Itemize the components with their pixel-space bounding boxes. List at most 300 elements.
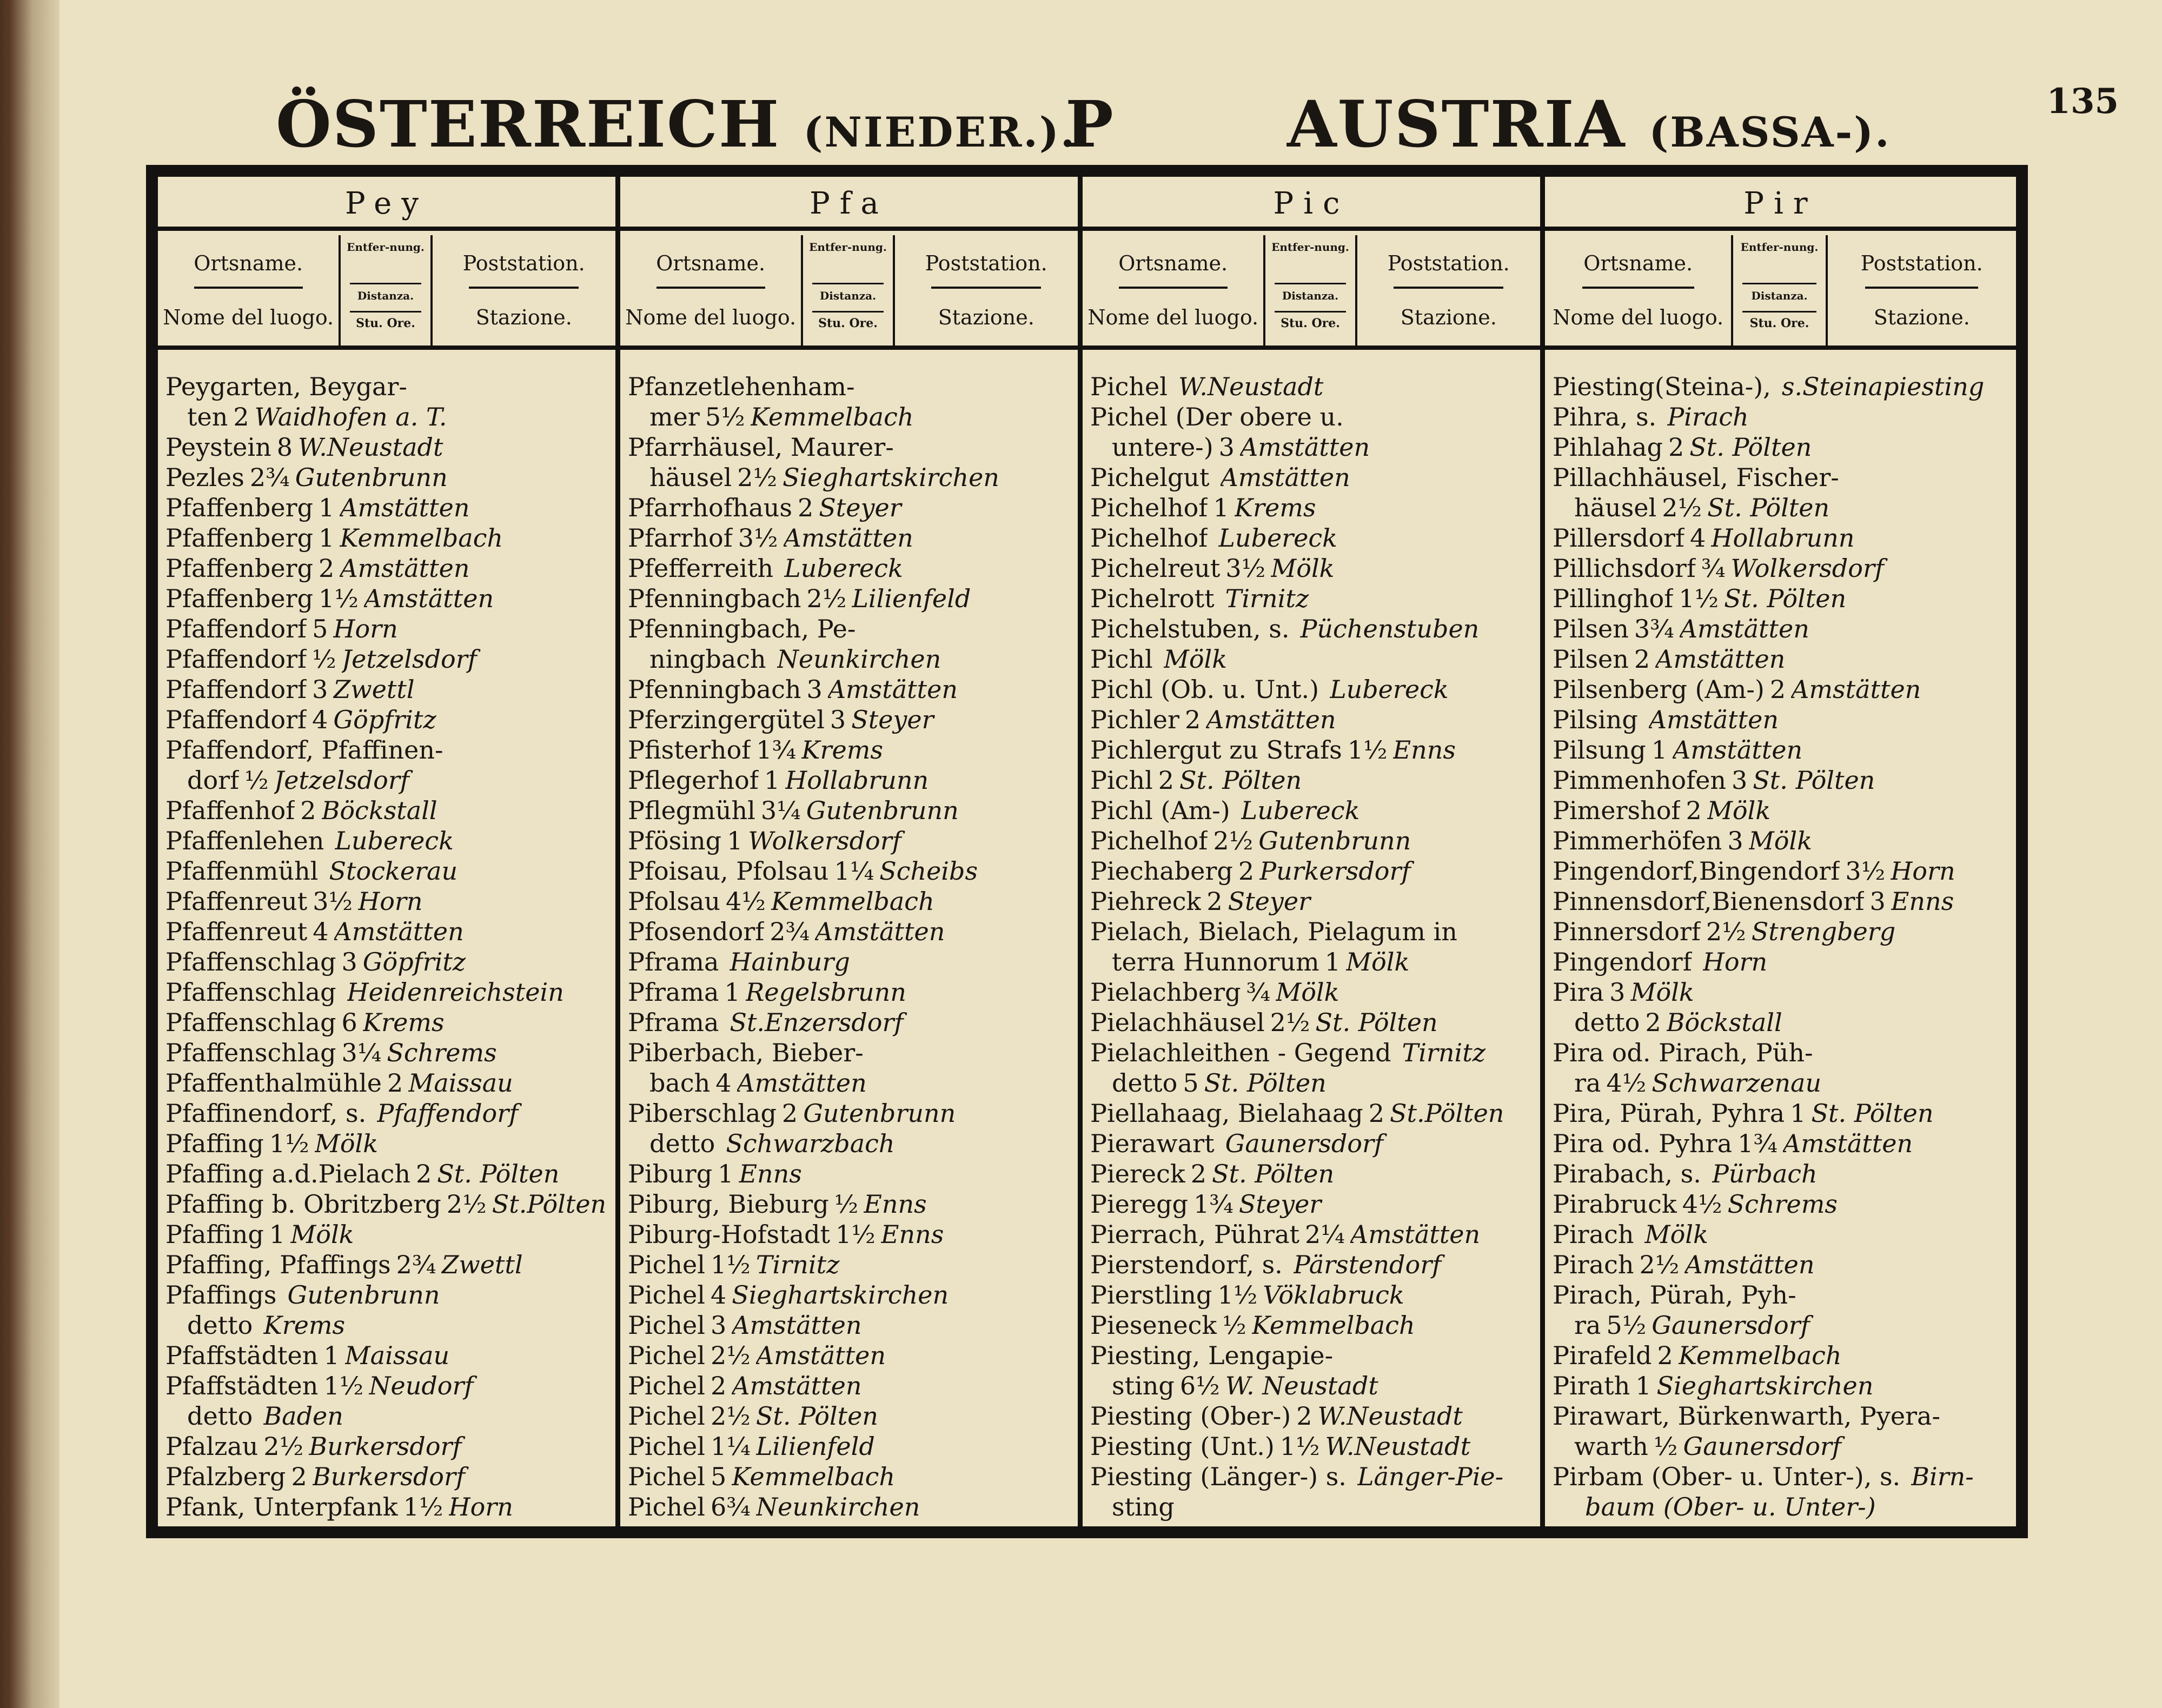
entry-row	[1090, 856, 1533, 886]
post-station: s.Steinapiesting	[1781, 372, 1985, 401]
place-name: Pilsen	[1553, 614, 1629, 643]
entry-list	[158, 371, 615, 1522]
post-station: Amstätten	[732, 1371, 862, 1400]
place-name: Pilsenberg (Am-)	[1553, 675, 1765, 704]
place-name: Pichel	[628, 1341, 705, 1370]
entry-row	[1090, 553, 1533, 583]
entry-row	[1553, 735, 2008, 765]
place-name: Pframa	[628, 947, 719, 976]
post-station: Enns	[880, 1220, 944, 1249]
place-name: Pichelstuben, s.	[1090, 614, 1290, 643]
place-name: mer	[649, 402, 700, 431]
place-name: Pielachleithen - Gegend	[1090, 1038, 1391, 1067]
entry-row	[1090, 1461, 1533, 1492]
entry-row	[1553, 1128, 2008, 1159]
distance: 3	[1731, 766, 1748, 795]
place-name: Pierstendorf, s.	[1090, 1250, 1283, 1279]
subheader-rule	[812, 311, 884, 313]
entry-row	[1090, 886, 1533, 916]
post-station: St. Pölten	[1707, 493, 1830, 522]
label-stu-ore: Stu. Ore.	[1281, 316, 1340, 330]
post-station: St. Pölten	[1811, 1099, 1934, 1128]
distance: 1½	[835, 1220, 876, 1249]
place-name: Pimershof	[1553, 796, 1681, 825]
distance: 1¾	[1737, 1129, 1778, 1158]
post-station: Amstätten	[1684, 1250, 1815, 1279]
distance: 2	[387, 1068, 403, 1098]
entry-row	[1090, 916, 1533, 947]
post-station: Maissau	[344, 1341, 450, 1370]
entry-row	[1553, 553, 2008, 583]
place-name: Piesting (Ober-)	[1090, 1401, 1291, 1431]
post-station: Horn	[358, 887, 423, 916]
post-station: Kemmelbach	[1678, 1341, 1842, 1370]
distance: 1	[1635, 1371, 1652, 1400]
entry-row	[628, 1068, 1070, 1098]
column-subheader	[158, 235, 615, 350]
post-station: Pärstendorf	[1293, 1250, 1442, 1279]
label-stazione: Stazione.	[1873, 305, 1970, 329]
entry-row	[165, 1128, 608, 1159]
post-station: Amstätten	[783, 523, 913, 553]
post-station: Sieghartskirchen	[1656, 1371, 1874, 1400]
post-station: Amstätten	[1782, 1129, 1913, 1158]
post-station: Steyer	[1228, 887, 1311, 916]
place-name: Pihra, s.	[1553, 402, 1657, 431]
post-station: Birn-	[1911, 1462, 1974, 1491]
distance: 2	[300, 796, 316, 825]
place-name: Pfaffenschlag	[165, 947, 336, 976]
place-name: Pinnensdorf,Bienensdorf	[1553, 887, 1865, 916]
post-station: Tirnitz	[1225, 584, 1309, 613]
post-station: Göpfritz	[362, 947, 466, 976]
post-station: Sieghartskirchen	[782, 463, 999, 492]
column-heading: Pic	[1083, 177, 1540, 231]
subheader-rule	[1742, 283, 1816, 284]
entry-row	[628, 1007, 1070, 1038]
entry-row	[628, 1492, 1070, 1522]
post-station: Schrems	[1727, 1189, 1838, 1219]
place-name: Pfarrhof	[628, 523, 733, 553]
post-station: W.Neustadt	[298, 433, 443, 462]
entry-row	[628, 583, 1070, 614]
distance: 1½	[319, 584, 359, 613]
place-name: Pfaffendorf, Pfaffinen-	[165, 735, 443, 765]
place-name: Pichel	[1090, 372, 1168, 401]
entry-row	[628, 371, 1070, 402]
entry-row	[1090, 826, 1533, 856]
distance: 2½	[711, 1401, 751, 1431]
distance: 2	[1296, 1401, 1312, 1431]
post-station: Mölk	[1163, 644, 1228, 674]
subheader-distance	[803, 235, 894, 345]
distance: 2	[1686, 796, 1702, 825]
place-name: Pfaffenreut	[165, 917, 308, 946]
place-name: Pira od. Pirach, Püh-	[1553, 1038, 1813, 1067]
distance: 2	[319, 554, 335, 583]
entry-row	[1090, 1219, 1533, 1250]
place-name: Pichel	[628, 1432, 705, 1461]
entry-row	[1553, 1068, 2008, 1098]
entry-row	[165, 826, 608, 856]
place-name: Pfaffing, Pfaffings	[165, 1250, 391, 1279]
place-name: Pilsung	[1553, 735, 1646, 765]
title-german-text: ÖSTERREICH	[276, 87, 780, 162]
entry-row	[165, 735, 608, 765]
distance: 1½	[711, 1250, 751, 1279]
place-name: detto	[1574, 1008, 1640, 1037]
place-name: häusel	[1574, 493, 1657, 522]
subheader-rule	[194, 287, 303, 289]
subheader-poststation	[1828, 235, 2016, 345]
post-station: Maissau	[408, 1068, 513, 1098]
subheader-poststation	[433, 235, 615, 345]
distance: 2	[798, 493, 814, 522]
distance: 2	[1645, 1008, 1661, 1037]
distance: 3½	[1225, 554, 1266, 583]
place-name: ra	[1574, 1068, 1601, 1098]
place-name: Pfösing	[628, 826, 722, 855]
distance: 1¼	[711, 1432, 751, 1461]
place-name: Pfalzberg	[165, 1462, 286, 1491]
post-station: Steyer	[1238, 1189, 1322, 1219]
post-station: Burkersdorf	[309, 1432, 462, 1461]
place-name: Pinnersdorf	[1553, 917, 1701, 946]
label-nome-del-luogo: Nome del luogo.	[625, 305, 797, 329]
entry-row	[165, 947, 608, 977]
distance: 2	[291, 1462, 307, 1491]
label-ortsname: Ortsname.	[656, 251, 766, 275]
post-station: Mölk	[1707, 796, 1771, 825]
subheader-rule	[350, 283, 421, 284]
entry-row	[1090, 1128, 1533, 1159]
post-station: Mölk	[290, 1220, 354, 1249]
entry-row	[1553, 1189, 2008, 1219]
post-station: Amstätten	[737, 1068, 867, 1098]
place-name: Pierrach, Pührat	[1090, 1220, 1300, 1249]
entry-row	[628, 795, 1070, 826]
distance: 1	[319, 523, 335, 553]
entry-row	[165, 1461, 608, 1492]
subheader-rule	[1394, 287, 1503, 289]
entry-row	[628, 1219, 1070, 1250]
distance: 6½	[1179, 1371, 1220, 1400]
place-name: untere-)	[1112, 433, 1213, 462]
entry-row	[1090, 1159, 1533, 1189]
distance: 2¾	[396, 1250, 436, 1279]
subheader-rule	[931, 287, 1041, 289]
post-station: Steyer	[851, 705, 934, 734]
column-subheader	[1083, 235, 1540, 350]
entry-row	[1553, 1098, 2008, 1128]
distance: 4½	[1682, 1189, 1722, 1219]
distance: 3	[711, 1311, 727, 1340]
entry-row	[165, 553, 608, 583]
distance: 2	[1657, 1341, 1673, 1370]
label-nome-del-luogo: Nome del luogo.	[163, 305, 334, 329]
entry-row	[165, 462, 608, 493]
entry-row	[1090, 1401, 1533, 1431]
entry-row	[628, 1340, 1070, 1371]
post-station: Lubereck	[784, 554, 903, 583]
entry-row	[1090, 1310, 1533, 1340]
column-subheader	[1545, 235, 2016, 350]
entry-row	[1090, 644, 1533, 674]
place-name: ningbach	[649, 644, 766, 674]
column-2	[620, 177, 1083, 1526]
subheader-rule	[1582, 287, 1694, 289]
place-name: Pichelreut	[1090, 554, 1221, 583]
entry-row	[165, 1007, 608, 1038]
post-station: Lubereck	[335, 826, 454, 855]
subheader-distance	[1733, 235, 1827, 345]
entry-row	[1553, 977, 2008, 1007]
place-name: detto	[649, 1129, 715, 1158]
place-name: Piburg	[628, 1159, 713, 1188]
entry-row	[1553, 614, 2008, 644]
distance: 2	[1238, 856, 1255, 886]
place-name: Pfaffendorf	[165, 614, 307, 643]
entry-row	[1553, 674, 2008, 705]
post-station: Gutenbrunn	[803, 1099, 956, 1128]
post-station: Amstätten	[363, 584, 494, 613]
subheader-poststation	[895, 235, 1078, 345]
entry-row	[1553, 583, 2008, 614]
subheader-poststation	[1357, 235, 1540, 345]
distance: 3½	[738, 523, 778, 553]
post-station: St. Pölten	[755, 1401, 878, 1431]
column-1	[158, 177, 620, 1526]
place-name: Pfaffenberg	[165, 554, 314, 583]
entry-row	[1090, 705, 1533, 735]
distance: 2½	[711, 1341, 751, 1370]
entry-row	[1090, 371, 1533, 402]
entry-row	[165, 1310, 608, 1340]
place-name: Pilsen	[1553, 644, 1629, 674]
entry-row	[1090, 1189, 1533, 1219]
post-station: Neunkirchen	[777, 644, 941, 674]
label-entfernung: Entfer-nung.	[1740, 241, 1819, 254]
place-name: Pielach, Bielach, Pielagum in	[1090, 917, 1457, 946]
place-name: Pichler	[1090, 705, 1179, 734]
entry-row	[1553, 1159, 2008, 1189]
entry-row	[628, 1159, 1070, 1189]
place-name: Peystein	[165, 433, 271, 462]
distance: 4	[312, 705, 328, 734]
post-station: Enns	[1392, 735, 1456, 765]
place-name: Pichel	[628, 1401, 705, 1431]
entry-row	[1553, 1310, 2008, 1340]
place-name: Pichl (Am-)	[1090, 796, 1230, 825]
page-number: 135	[2046, 81, 2119, 122]
post-station: Krems	[362, 1008, 445, 1037]
entry-row	[165, 1068, 608, 1098]
post-station: Mölk	[1630, 978, 1694, 1007]
place-name: Pfaffenschlag	[165, 978, 336, 1007]
distance: 3	[1218, 433, 1235, 462]
post-station: Gutenbrunn	[287, 1280, 440, 1310]
entry-row	[1090, 1098, 1533, 1128]
post-station: Sieghartskirchen	[732, 1280, 949, 1310]
place-name: Pfaffenhof	[165, 796, 295, 825]
post-station: Horn	[448, 1492, 513, 1521]
post-station: Hollabrunn	[1711, 523, 1855, 553]
post-station: Scheibs	[879, 856, 978, 886]
place-name: Pfaffinendorf, s.	[165, 1099, 367, 1128]
entry-row	[1553, 1007, 2008, 1038]
entry-row	[165, 795, 608, 826]
entry-row	[165, 1038, 608, 1068]
entry-row	[1553, 1371, 2008, 1401]
place-name: Peygarten, Beygar-	[165, 372, 407, 401]
post-station: Horn	[1891, 856, 1955, 886]
entry-row	[165, 1492, 608, 1522]
subheader-rule	[469, 287, 579, 289]
distance: 2	[1184, 705, 1201, 734]
post-station: Burkersdorf	[312, 1462, 466, 1491]
distance: 2½	[263, 1432, 304, 1461]
distance: 2	[1190, 1159, 1207, 1188]
entry-row	[628, 1250, 1070, 1280]
place-name: Pira, Pürah, Pyhra	[1553, 1099, 1785, 1128]
entry-row	[1553, 886, 2008, 916]
post-station: Amstätten	[1679, 614, 1809, 643]
place-name: Pfaffing	[165, 1220, 264, 1249]
entry-row	[1090, 795, 1533, 826]
entry-row	[165, 1280, 608, 1310]
place-name: häusel	[649, 463, 732, 492]
place-name: Pfanzetlehenham-	[628, 372, 855, 401]
distance: 2	[1634, 644, 1650, 674]
distance: 1½	[1217, 1280, 1258, 1310]
place-name: Pflegerhof	[628, 766, 759, 795]
place-name: Pirabruck	[1553, 1189, 1677, 1219]
subheader-rule	[1275, 311, 1346, 313]
place-name: Pirath	[1553, 1371, 1630, 1400]
distance: 1	[269, 1220, 286, 1249]
place-name: Pieseneck	[1090, 1311, 1217, 1340]
distance: 3	[341, 947, 357, 976]
entry-row	[165, 705, 608, 735]
post-station: Hollabrunn	[785, 766, 929, 795]
place-name: Pfolsau	[628, 887, 721, 916]
distance: 2	[1668, 433, 1684, 462]
distance: 1½	[1679, 584, 1719, 613]
entry-row	[628, 735, 1070, 765]
place-name: Pfenningbach, Pe-	[628, 614, 856, 643]
place-name: Pichl	[1090, 644, 1153, 674]
entry-list	[1545, 371, 2016, 1522]
post-station: Amstätten	[340, 554, 470, 583]
place-name: Pfaffings	[165, 1280, 277, 1310]
place-name: detto	[187, 1401, 253, 1431]
title-german	[276, 87, 1076, 170]
place-name: terra Hunnorum	[1112, 947, 1319, 976]
entry-row	[628, 553, 1070, 583]
place-name: Pfarrhäusel, Maurer-	[628, 433, 894, 462]
entry-row	[1553, 1340, 2008, 1371]
place-name: Pichel	[628, 1311, 705, 1340]
distance: 2	[1158, 766, 1175, 795]
label-stazione: Stazione.	[1400, 305, 1497, 329]
place-name: Pfaffenschlag	[165, 1008, 336, 1037]
post-station: baum (Ober- u. Unter-)	[1585, 1492, 1876, 1521]
place-name: bach	[649, 1068, 711, 1098]
distance: 3¾	[1634, 614, 1674, 643]
place-name: Pframa	[628, 978, 719, 1007]
entry-row	[1553, 1461, 2008, 1492]
entry-row	[1090, 977, 1533, 1007]
distance: 2	[1769, 675, 1786, 704]
distance: ½	[1222, 1311, 1246, 1340]
entry-row	[628, 856, 1070, 886]
label-distanza: Distanza.	[1282, 289, 1339, 302]
entry-row	[1090, 1340, 1533, 1371]
place-name: Pfaffenreut	[165, 887, 308, 916]
post-station: St.Enzersdorf	[729, 1008, 904, 1037]
place-name: Pichl	[1090, 766, 1153, 795]
post-station: Strengberg	[1751, 917, 1896, 946]
distance: 1	[1790, 1099, 1806, 1128]
entry-row	[165, 977, 608, 1007]
place-name: Pichl (Ob. u. Unt.)	[1090, 675, 1319, 704]
post-station: Waidhofen a. T.	[254, 402, 447, 431]
column-3	[1083, 177, 1545, 1526]
place-name: Pichelhof	[1090, 826, 1208, 855]
place-name: Pichel	[628, 1492, 705, 1521]
distance: 2½	[737, 463, 778, 492]
post-station: St. Pölten	[1753, 766, 1875, 795]
entry-row	[628, 432, 1070, 462]
place-name: Pfaffing b. Obritzberg	[165, 1189, 441, 1219]
post-station: Krems	[1234, 493, 1316, 522]
column-heading: Pey	[158, 177, 615, 231]
place-name: Pillersdorf	[1553, 523, 1685, 553]
post-station: Gaunersdorf	[1652, 1311, 1810, 1340]
post-station: Jetzelsdorf	[274, 766, 409, 795]
post-station: St. Pölten	[1204, 1068, 1327, 1098]
place-name: Pichelrott	[1090, 584, 1215, 613]
post-station: Amstätten	[755, 1341, 886, 1370]
post-station: Gutenbrunn	[295, 463, 448, 492]
post-station: Tirnitz	[1402, 1038, 1485, 1067]
place-name: Pirach	[1553, 1220, 1634, 1249]
post-station: Mölk	[1276, 978, 1339, 1007]
place-name: Pflegmühl	[628, 796, 755, 825]
entry-row	[1553, 523, 2008, 553]
entry-row	[165, 1098, 608, 1128]
post-station: W. Neustadt	[1225, 1371, 1378, 1400]
post-station: St. Pölten	[1179, 766, 1302, 795]
distance: 1	[1213, 493, 1229, 522]
place-name: Pfenningbach	[628, 584, 801, 613]
distance: ½	[312, 644, 336, 674]
place-name: Piesting (Länger-) s.	[1090, 1462, 1347, 1491]
distance: 6¾	[711, 1492, 751, 1521]
place-name: Pfefferreith	[628, 554, 774, 583]
entry-row	[628, 1098, 1070, 1128]
post-station: Kemmelbach	[750, 402, 914, 431]
distance: ¾	[1246, 978, 1271, 1007]
entry-row	[1090, 1250, 1533, 1280]
entry-row	[628, 1038, 1070, 1068]
place-name: Pimmenhofen	[1553, 766, 1726, 795]
distance: 1½	[1279, 1432, 1320, 1461]
post-station: Mölk	[314, 1129, 379, 1158]
entry-row	[1553, 916, 2008, 947]
subheader-ortsname	[1545, 235, 1733, 345]
post-station: Krems	[263, 1311, 346, 1340]
